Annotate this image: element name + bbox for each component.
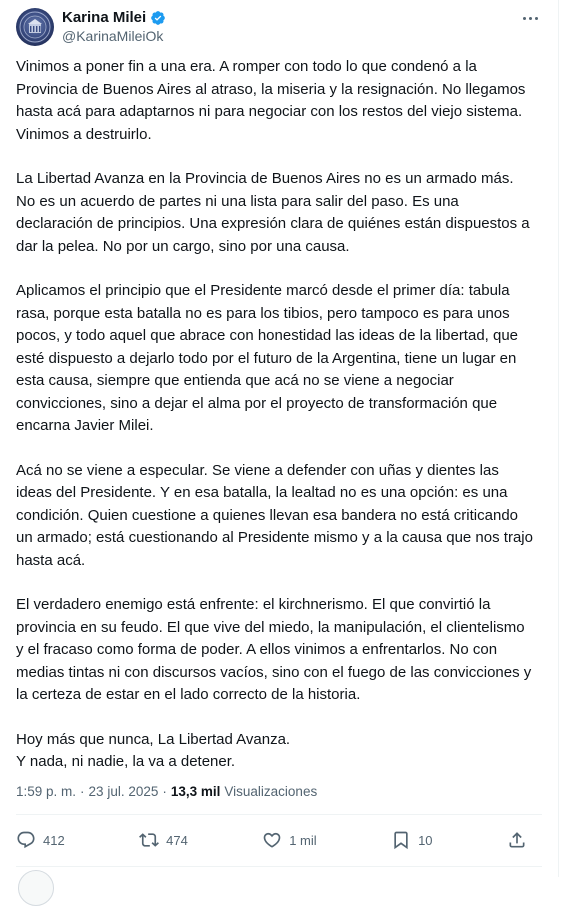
author-name-row: [62, 9, 166, 26]
author-name[interactable]: Karina Milei: [62, 9, 147, 26]
heart-icon: [262, 830, 282, 850]
tweet-header: [16, 6, 542, 46]
like-count: 1 mil: [289, 832, 317, 848]
author-handle[interactable]: @KarinaMileiOk: [62, 28, 164, 44]
tweet-metadata: [16, 784, 317, 799]
reply-icon: [16, 830, 36, 850]
bookmark-button[interactable]: [391, 830, 432, 850]
divider: [16, 814, 542, 815]
meta-separator: ·: [80, 784, 85, 799]
verified-badge-icon[interactable]: [150, 10, 166, 26]
more-options-icon[interactable]: [518, 8, 542, 28]
tweet-paragraph: La Libertad Avanza en la Provincia de Buenos Aires no es un armado más. No es un acuerdo de partes ni una lista para salir del paso. Es una declaración de principios. Una expresión clara de quiénes están dispuestos a dar la pelea. No por un cargo, sino por una causa.: [16, 170, 530, 255]
reply-count: 412: [43, 832, 65, 848]
share-button[interactable]: [507, 830, 527, 850]
bookmark-icon: [391, 830, 411, 850]
views-label: Visualizaciones: [224, 784, 318, 799]
divider: [16, 866, 542, 867]
tweet-text: [16, 56, 536, 774]
reply-avatar: [18, 870, 54, 906]
like-button[interactable]: [262, 830, 316, 850]
meta-separator: ·: [162, 784, 167, 799]
reply-button[interactable]: [16, 830, 65, 850]
repost-count: 474: [166, 832, 188, 848]
seal-avatar-icon[interactable]: [16, 8, 54, 46]
share-icon: [507, 830, 527, 850]
tweet-date[interactable]: 23 jul. 2025: [88, 784, 159, 799]
action-bar: [16, 826, 527, 854]
repost-button[interactable]: [139, 830, 188, 850]
tweet-paragraph: El verdadero enemigo está enfrente: el kirchnerismo. El que convirtió la provincia en su feudo. El que vive del miedo, la manipulación, el clientelismo y el fracaso como forma de poder. A ellos vinimos a enfrentarlos. No con medias tintas ni con discursos vacíos, sino con el fuego de las convicciones y la certeza de estar en el lado correcto de la historia.: [16, 596, 532, 703]
tweet-time[interactable]: 1:59 p. m.: [16, 784, 77, 799]
tweet-paragraph: Vinimos a poner fin a una era. A romper con todo lo que condenó a la Provincia de Buenos Aires al atraso, la miseria y la resignación. No llegamos hasta acá para adaptarnos ni para negociar con los restos del viejo sistema. Vinimos a destruirlo.: [16, 58, 526, 143]
tweet-paragraph: Hoy más que nunca, La Libertad Avanza. Y nada, ni nadie, la va a detener.: [16, 730, 291, 770]
tweet-paragraph: Acá no se viene a especular. Se viene a defender con uñas y dientes las ideas del Presidente. Y en esa batalla, la lealtad no es una opción: es una condición. Quien cuestione a quienes llevan esa bandera no está criticando un armado; está cuestionando al Presidente mismo y a la causa que nos trajo hasta acá.: [16, 461, 533, 569]
tweet-paragraph: Aplicamos el principio que el Presidente marcó desde el primer día: tabula rasa, porque esta batalla no es para los tibios, pero tampoco es para unos pocos, y todo aquel que abrace con honestidad las ideas de la libertad, que esté dispuesto a dejarlo todo por el futuro de la Argentina, tiene un lugar en esta causa, siempre que entienda que acá no se viene a negociar convicciones, sino a dejar el alma por el proyecto de transformación que encarna Javier Milei.: [16, 282, 519, 434]
views-count: 13,3 mil: [170, 784, 221, 799]
repost-icon: [139, 830, 159, 850]
bookmark-count: 10: [418, 832, 433, 848]
